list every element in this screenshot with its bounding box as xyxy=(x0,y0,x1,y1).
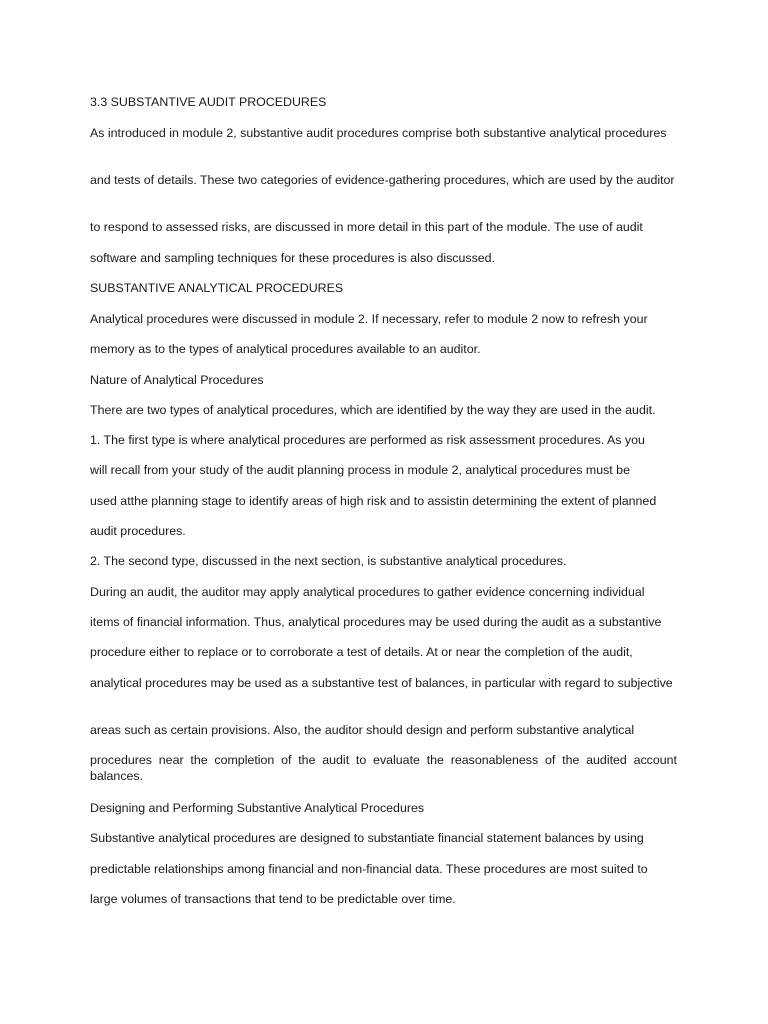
list-item-line: used atthe planning stage to identify areas of high risk and to assistin determining the extent of planned xyxy=(90,494,657,508)
paragraph-line: analytical procedures may be used as a substantive test of balances, in particular with regard to subjective xyxy=(90,676,673,690)
paragraph-line: procedures near the completion of the audit to evaluate the reasonableness of the audited account balances. xyxy=(90,753,677,783)
section-heading: 3.3 SUBSTANTIVE AUDIT PROCEDURES xyxy=(90,95,327,109)
list-item-line: will recall from your study of the audit planning process in module 2, analytical procedures must be xyxy=(90,463,630,477)
paragraph-line: There are two types of analytical procedures, which are identified by the way they are used in the audit. xyxy=(90,403,656,417)
paragraph-line: predictable relationships among financial and non-financial data. These procedures are most suited to xyxy=(90,862,648,876)
paragraph-line: Substantive analytical procedures are designed to substantiate financial statement balances by using xyxy=(90,831,644,845)
subsection-heading: SUBSTANTIVE ANALYTICAL PROCEDURES xyxy=(90,281,344,295)
list-item-line: 1. The first type is where analytical procedures are performed as risk assessment procedures. As you xyxy=(90,433,645,447)
paragraph-line: memory as to the types of analytical procedures available to an auditor. xyxy=(90,342,481,356)
paragraph-line: areas such as certain provisions. Also, the auditor should design and perform substantive analytical xyxy=(90,723,635,737)
paragraph-line: During an audit, the auditor may apply analytical procedures to gather evidence concerning individual xyxy=(90,585,645,599)
paragraph-line: procedure either to replace or to corroborate a test of details. At or near the completion of the audit, xyxy=(90,645,633,659)
paragraph-line: large volumes of transactions that tend to be predictable over time. xyxy=(90,892,456,906)
list-item-line: audit procedures. xyxy=(90,524,186,538)
paragraph-line: to respond to assessed risks, are discussed in more detail in this part of the module. The use of audit xyxy=(90,220,643,234)
paragraph-line: software and sampling techniques for these procedures is also discussed. xyxy=(90,251,495,265)
list-item-line: 2. The second type, discussed in the next section, is substantive analytical procedures. xyxy=(90,554,567,568)
paragraph-line: and tests of details. These two categories of evidence-gathering procedures, which are used by the auditor xyxy=(90,173,675,187)
subsection-heading: Designing and Performing Substantive Analytical Procedures xyxy=(90,801,425,815)
paragraph-line: As introduced in module 2, substantive audit procedures comprise both substantive analytical procedures xyxy=(90,126,667,140)
subsection-heading: Nature of Analytical Procedures xyxy=(90,373,264,387)
paragraph-line: items of financial information. Thus, analytical procedures may be used during the audit as a substantive xyxy=(90,615,662,629)
paragraph-line: Analytical procedures were discussed in module 2. If necessary, refer to module 2 now to refresh your xyxy=(90,312,648,326)
